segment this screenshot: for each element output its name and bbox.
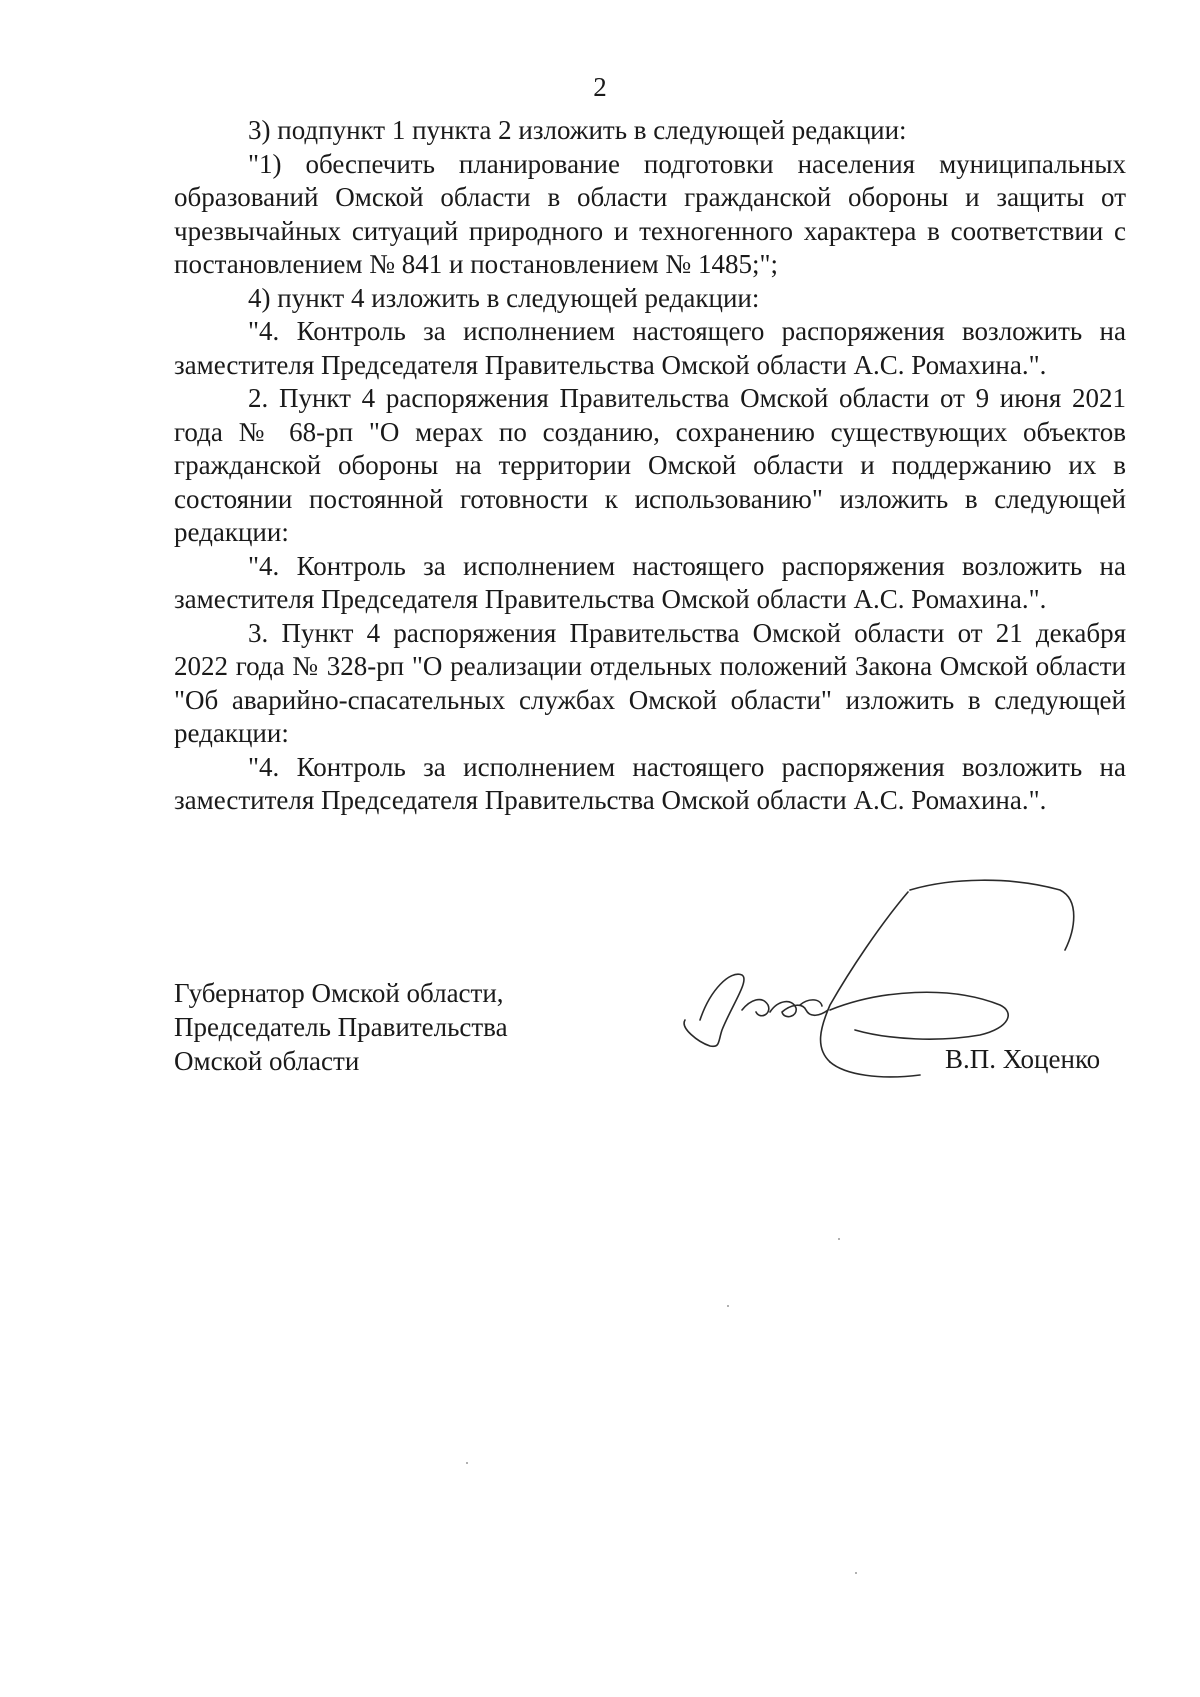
paragraph-item-2: 2. Пункт 4 распоряжения Правительства Омской области от 9 июня 2021 года № 68-рп "О мерах по созданию, сохранению существующих объектов гражданской обороны на территории Омской области и поддержанию их в состоянии постоянной готовности к использованию" изложить в следующей редакции: <box>174 383 1126 547</box>
paragraph-item-3: 3. Пункт 4 распоряжения Правительства Омской области от 21 декабря 2022 года № 328-рп "О реализации отдельных положений Закона Омской области "Об аварийно-спасательных службах Омской области" изложить в следующей редакции: <box>174 617 1126 748</box>
page-number: 2 <box>593 72 607 102</box>
document-body <box>174 114 1126 818</box>
signatory-name: В.П. Хоценко <box>945 1044 1101 1074</box>
paragraph-subitem-3: 3) подпункт 1 пункта 2 изложить в следующей редакции: <box>248 115 907 145</box>
paragraph-control-clause-3: "4. Контроль за исполнением настоящего распоряжения возложить на заместителя Председателя Правительства Омской области А.С. Ромахина.". <box>174 751 1126 815</box>
signatory-title <box>174 976 508 1078</box>
paragraph-control-clause-1: "4. Контроль за исполнением настоящего распоряжения возложить на заместителя Председателя Правительства Омской области А.С. Ромахина.". <box>174 316 1126 380</box>
paragraph-control-clause-2: "4. Контроль за исполнением настоящего распоряжения возложить на заместителя Председателя Правительства Омской области А.С. Ромахина.". <box>174 550 1126 614</box>
paragraph-subitem-1-text: "1) обеспечить планирование подготовки населения муниципальных образований Омской области в области гражданской обороны и защиты от чрезвычайных ситуаций природного и техногенного характера в соответствии с постановлением № 841 и постановлением № 1485;"; <box>174 148 1126 279</box>
signatory-title-line: Губернатор Омской области, <box>174 978 504 1008</box>
signatory-title-line: Председатель Правительства <box>174 1012 508 1042</box>
scan-speck <box>466 1462 468 1464</box>
signatory-title-line: Омской области <box>174 1046 360 1076</box>
scan-speck <box>838 1238 840 1240</box>
paragraph-subitem-4: 4) пункт 4 изложить в следующей редакции: <box>248 282 760 313</box>
scan-speck <box>855 1572 857 1574</box>
scan-speck <box>727 1305 729 1307</box>
